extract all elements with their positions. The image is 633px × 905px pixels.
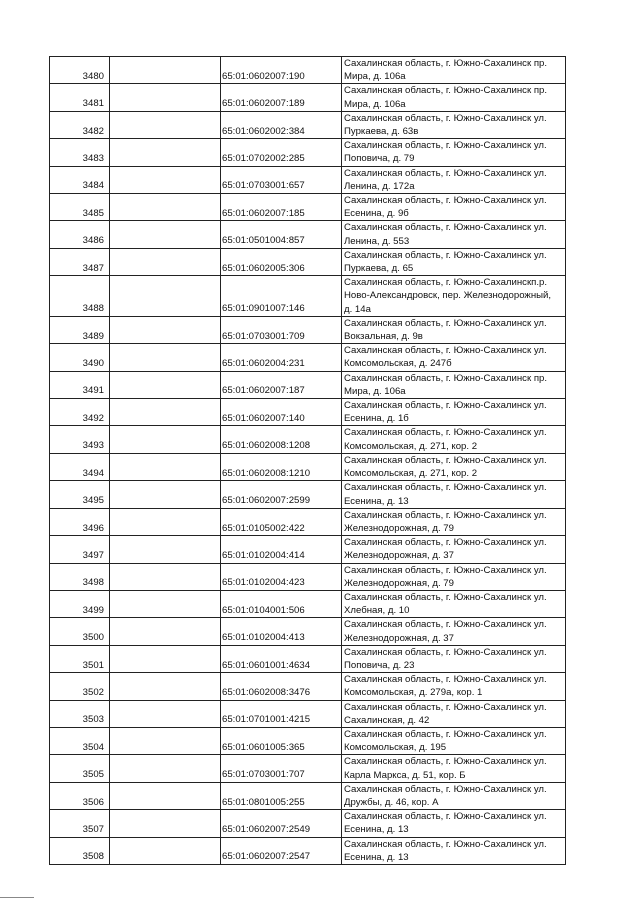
address-cell (342, 508, 566, 535)
cadastral-number: 65:01:0102004:423 (221, 563, 342, 590)
address-line: Сахалинская область, г. Южно-Сахалинск ул. (344, 427, 547, 439)
address-line: Сахалинская область, г. Южно-Сахалинск ул. (344, 564, 547, 576)
empty-cell (110, 837, 221, 864)
row-number: 3483 (50, 139, 110, 166)
cadastral-number: 65:01:0602007:185 (221, 194, 342, 221)
address-line: Комсомольская, д. 247б (344, 358, 452, 370)
address-cell (342, 536, 566, 563)
row-number: 3505 (50, 755, 110, 782)
address-line: Есенина, д. 13 (344, 824, 409, 836)
row-number: 3495 (50, 481, 110, 508)
property-table (49, 56, 566, 865)
cadastral-number: 65:01:0601001:4634 (221, 645, 342, 672)
address-line: Сахалинская область, г. Южно-Сахалинск ул. (344, 345, 547, 357)
row-number: 3504 (50, 727, 110, 754)
address-line: Карла Маркса, д. 51, кор. Б (344, 769, 466, 781)
empty-cell (110, 221, 221, 248)
address-cell (342, 139, 566, 166)
address-line: Сахалинская область, г. Южно-Сахалинск ул. (344, 537, 547, 549)
cadastral-number: 65:01:0602007:187 (221, 371, 342, 398)
address-cell (342, 426, 566, 453)
address-line: Сахалинская область, г. Южно-Сахалинск ул. (344, 454, 547, 466)
address-line: Сахалинская область, г. Южно-Сахалинск ул. (344, 646, 547, 658)
empty-cell (110, 810, 221, 837)
address-cell (342, 563, 566, 590)
address-line: Железнодорожная, д. 37 (344, 632, 454, 644)
cadastral-number: 65:01:0602007:189 (221, 84, 342, 111)
row-number: 3507 (50, 810, 110, 837)
table-row (50, 481, 566, 508)
address-cell (342, 316, 566, 343)
address-cell (342, 84, 566, 111)
address-line: Комсомольская, д. 271, кор. 2 (344, 468, 478, 480)
table-row (50, 276, 566, 317)
row-number: 3488 (50, 276, 110, 317)
address-line: Комсомольская, д. 279а, кор. 1 (344, 687, 483, 699)
row-number: 3492 (50, 399, 110, 426)
row-number: 3496 (50, 508, 110, 535)
empty-cell (110, 139, 221, 166)
cadastral-number: 65:01:0703001:709 (221, 316, 342, 343)
address-line: Хлебная, д. 10 (344, 605, 410, 617)
address-cell (342, 481, 566, 508)
address-line: Железнодорожная, д. 37 (344, 550, 454, 562)
address-cell (342, 111, 566, 138)
address-line: Сахалинская область, г. Южно-Сахалинск ул. (344, 167, 547, 179)
row-number: 3480 (50, 57, 110, 84)
address-line: Ленина, д. 172а (344, 180, 415, 192)
address-cell (342, 221, 566, 248)
address-line: Есенина, д. 9б (344, 208, 409, 220)
address-line: Сахалинская область, г. Южно-Сахалинск ул. (344, 195, 547, 207)
cadastral-number: 65:01:0602002:384 (221, 111, 342, 138)
address-cell (342, 453, 566, 480)
address-cell (342, 590, 566, 617)
address-cell (342, 194, 566, 221)
address-line: Сахалинская область, г. Южно-Сахалинскп.р. (344, 277, 548, 289)
address-line: Мира, д. 106а (344, 71, 406, 83)
address-line: Ленина, д. 553 (344, 235, 410, 247)
empty-cell (110, 563, 221, 590)
address-line: Есенина, д. 1б (344, 413, 409, 425)
address-line: Пуркаева, д. 65 (344, 263, 414, 275)
address-line: Сахалинская область, г. Южно-Сахалинск ул. (344, 783, 547, 795)
table-row (50, 645, 566, 672)
address-line: Мира, д. 106а (344, 98, 406, 110)
address-line: Сахалинская область, г. Южно-Сахалинск ул. (344, 728, 547, 740)
table-row (50, 508, 566, 535)
empty-cell (110, 727, 221, 754)
address-cell (342, 673, 566, 700)
address-cell (342, 755, 566, 782)
empty-cell (110, 248, 221, 275)
address-cell (342, 837, 566, 864)
empty-cell (110, 371, 221, 398)
address-line: Дружбы, д. 46, кор. А (344, 796, 439, 808)
empty-cell (110, 84, 221, 111)
table-row (50, 371, 566, 398)
cadastral-number: 65:01:0602007:2547 (221, 837, 342, 864)
table-row (50, 590, 566, 617)
table-row (50, 166, 566, 193)
cadastral-number: 65:01:0801005:255 (221, 782, 342, 809)
table-row (50, 248, 566, 275)
row-number: 3508 (50, 837, 110, 864)
address-cell (342, 248, 566, 275)
row-number: 3499 (50, 590, 110, 617)
address-line: Сахалинская область, г. Южно-Сахалинск ул. (344, 140, 547, 152)
table-row (50, 111, 566, 138)
cadastral-number: 65:01:0501004:857 (221, 221, 342, 248)
row-number: 3484 (50, 166, 110, 193)
address-line: Железнодорожная, д. 79 (344, 522, 454, 534)
empty-cell (110, 618, 221, 645)
row-number: 3494 (50, 453, 110, 480)
empty-cell (110, 111, 221, 138)
cadastral-number: 65:01:0104001:506 (221, 590, 342, 617)
row-number: 3501 (50, 645, 110, 672)
empty-cell (110, 700, 221, 727)
table-row (50, 344, 566, 371)
address-line: Сахалинская область, г. Южно-Сахалинск ул. (344, 756, 547, 768)
table-row (50, 221, 566, 248)
row-number: 3490 (50, 344, 110, 371)
address-line: Комсомольская, д. 271, кор. 2 (344, 440, 478, 452)
address-line: Сахалинская область, г. Южно-Сахалинск пр. (344, 85, 548, 97)
table-row (50, 536, 566, 563)
table-row (50, 563, 566, 590)
row-number: 3497 (50, 536, 110, 563)
cadastral-number: 65:01:0703001:657 (221, 166, 342, 193)
address-line: Сахалинская область, г. Южно-Сахалинск ул. (344, 317, 547, 329)
row-number: 3506 (50, 782, 110, 809)
table-row (50, 727, 566, 754)
address-line: Сахалинская область, г. Южно-Сахалинск пр. (344, 372, 548, 384)
cadastral-number: 65:01:0901007:146 (221, 276, 342, 317)
row-number: 3486 (50, 221, 110, 248)
cadastral-number: 65:01:0601005:365 (221, 727, 342, 754)
empty-cell (110, 57, 221, 84)
cadastral-number: 65:01:0602005:306 (221, 248, 342, 275)
cadastral-number: 65:01:0701001:4215 (221, 700, 342, 727)
cadastral-number: 65:01:0602004:231 (221, 344, 342, 371)
address-line: Сахалинская область, г. Южно-Сахалинск ул. (344, 112, 547, 124)
table-row (50, 453, 566, 480)
cadastral-number: 65:01:0602008:1208 (221, 426, 342, 453)
address-line: Сахалинская область, г. Южно-Сахалинск ул. (344, 811, 547, 823)
row-number: 3489 (50, 316, 110, 343)
empty-cell (110, 194, 221, 221)
table-row (50, 84, 566, 111)
row-number: 3500 (50, 618, 110, 645)
address-cell (342, 57, 566, 84)
row-number: 3491 (50, 371, 110, 398)
table-row (50, 316, 566, 343)
empty-cell (110, 344, 221, 371)
address-line: Железнодорожная, д. 79 (344, 577, 454, 589)
empty-cell (110, 276, 221, 317)
cadastral-number: 65:01:0602007:2599 (221, 481, 342, 508)
address-cell (342, 344, 566, 371)
address-line: Вокзальная, д. 9в (344, 331, 423, 343)
address-line: Сахалинская область, г. Южно-Сахалинск ул. (344, 249, 547, 261)
empty-cell (110, 590, 221, 617)
address-line: Пуркаева, д. 63в (344, 126, 419, 138)
table-row (50, 782, 566, 809)
table-body (50, 57, 566, 865)
address-line: Комсомольская, д. 195 (344, 742, 447, 754)
address-line: Поповича, д. 79 (344, 153, 415, 165)
table-row (50, 673, 566, 700)
cadastral-number: 65:01:0602007:140 (221, 399, 342, 426)
address-line: Сахалинская область, г. Южно-Сахалинск ул. (344, 591, 547, 603)
table-row (50, 139, 566, 166)
empty-cell (110, 316, 221, 343)
address-line: Сахалинская область, г. Южно-Сахалинск ул. (344, 400, 547, 412)
address-cell (342, 399, 566, 426)
address-cell (342, 645, 566, 672)
address-line: Мира, д. 106а (344, 385, 406, 397)
address-line: Сахалинская область, г. Южно-Сахалинск пр. (344, 58, 548, 69)
address-line: Сахалинская, д. 42 (344, 714, 430, 726)
cadastral-number: 65:01:0105002:422 (221, 508, 342, 535)
address-cell (342, 810, 566, 837)
table-row (50, 194, 566, 221)
row-number: 3502 (50, 673, 110, 700)
address-line: Ново-Александровск, пер. Железнодорожный, (344, 290, 552, 302)
empty-cell (110, 426, 221, 453)
row-number: 3487 (50, 248, 110, 275)
address-line: Сахалинская область, г. Южно-Сахалинск ул. (344, 619, 547, 631)
address-cell (342, 727, 566, 754)
empty-cell (110, 755, 221, 782)
cadastral-number: 65:01:0702002:285 (221, 139, 342, 166)
address-line: Сахалинская область, г. Южно-Сахалинск ул. (344, 482, 547, 494)
table-row (50, 618, 566, 645)
address-cell (342, 371, 566, 398)
row-number: 3481 (50, 84, 110, 111)
empty-cell (110, 166, 221, 193)
address-line: Есенина, д. 13 (344, 851, 409, 863)
address-cell (342, 618, 566, 645)
row-number: 3485 (50, 194, 110, 221)
empty-cell (110, 645, 221, 672)
address-cell (342, 700, 566, 727)
table-row (50, 57, 566, 84)
empty-cell (110, 399, 221, 426)
row-number: 3503 (50, 700, 110, 727)
row-number: 3482 (50, 111, 110, 138)
table-row (50, 399, 566, 426)
address-line: Сахалинская область, г. Южно-Сахалинск ул. (344, 838, 547, 850)
empty-cell (110, 508, 221, 535)
table-row (50, 700, 566, 727)
address-line: Поповича, д. 23 (344, 659, 415, 671)
cadastral-number: 65:01:0102004:414 (221, 536, 342, 563)
cadastral-number: 65:01:0602007:190 (221, 57, 342, 84)
table-row (50, 755, 566, 782)
address-line: д. 14а (344, 303, 371, 315)
table-row (50, 837, 566, 864)
table-row (50, 426, 566, 453)
row-number: 3493 (50, 426, 110, 453)
empty-cell (110, 782, 221, 809)
address-cell (342, 276, 566, 317)
cadastral-number: 65:01:0602008:3476 (221, 673, 342, 700)
table-row (50, 810, 566, 837)
address-line: Сахалинская область, г. Южно-Сахалинск ул. (344, 674, 547, 686)
cadastral-number: 65:01:0102004:413 (221, 618, 342, 645)
cadastral-number: 65:01:0602007:2549 (221, 810, 342, 837)
address-line: Есенина, д. 13 (344, 495, 409, 507)
address-cell (342, 166, 566, 193)
scan-mark (0, 897, 34, 898)
cadastral-number: 65:01:0703001:707 (221, 755, 342, 782)
empty-cell (110, 481, 221, 508)
address-line: Сахалинская область, г. Южно-Сахалинск ул. (344, 222, 547, 234)
empty-cell (110, 673, 221, 700)
row-number: 3498 (50, 563, 110, 590)
address-line: Сахалинская область, г. Южно-Сахалинск ул. (344, 701, 547, 713)
empty-cell (110, 453, 221, 480)
address-cell (342, 782, 566, 809)
address-line: Сахалинская область, г. Южно-Сахалинск ул. (344, 509, 547, 521)
cadastral-number: 65:01:0602008:1210 (221, 453, 342, 480)
empty-cell (110, 536, 221, 563)
